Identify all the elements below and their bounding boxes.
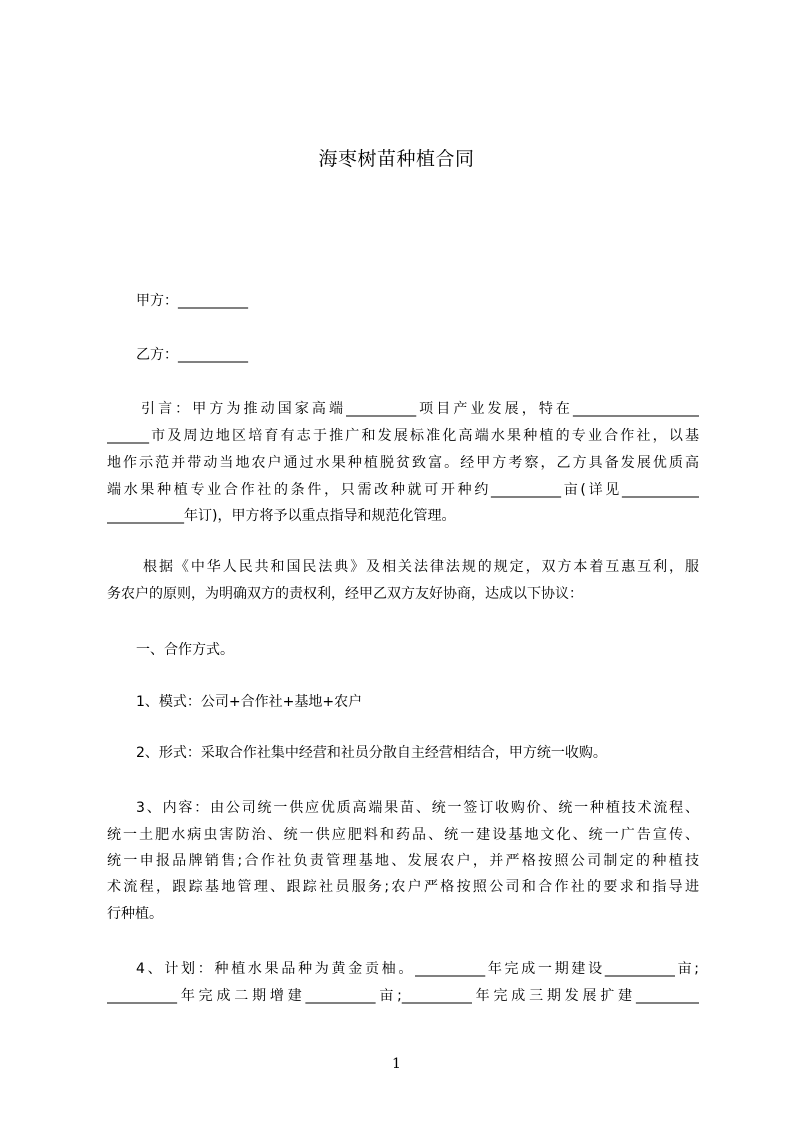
clause-item-line: 行种植。: [107, 906, 163, 922]
clause-item-line: 统一申报品牌销售;合作社负责管理基地、发展农户，并严格按照公司制定的种植技: [107, 853, 699, 869]
party-b-line: 乙方：__________: [136, 347, 248, 363]
clause-item-line: 统一土肥水病虫害防治、统一供应肥料和药品、统一建设基地文化、统一广告宣传、: [107, 827, 699, 843]
intro-line: ___________年订)，甲方将予以重点指导和规范化管理。: [107, 508, 456, 524]
party-a-line: 甲方：__________: [136, 293, 248, 309]
intro-line: ______市及周边地区培育有志于推广和发展标准化高端水果种植的专业合作社，以基: [107, 428, 699, 444]
page-number: 1: [392, 1056, 401, 1072]
clause-item: 1、模式：公司+合作社+基地+农户: [136, 694, 363, 710]
intro-line: 引言：甲方为推动国家高端__________项目产业发展，特在__________________: [141, 401, 699, 417]
document-title: 海枣树苗种植合同: [318, 148, 475, 170]
section-heading: 一、合作方式。: [136, 642, 234, 658]
clause-item-line: 术流程，跟踪基地管理、跟踪社员服务;农户严格按照公司和合作社的要求和指导进: [107, 879, 699, 895]
clause-item-line: __________年完成二期增建__________亩;__________年完成三期发展扩建_________: [107, 988, 699, 1004]
intro-line: 端水果种植专业合作社的条件，只需改种就可开种约__________亩(详见___________: [107, 482, 699, 498]
basis-line: 根据《中华人民共和国民法典》及相关法律法规的规定，双方本着互惠互利，服: [143, 559, 699, 575]
intro-line: 地作示范并带动当地农户通过水果种植脱贫致富。经甲方考察，乙方具备发展优质高: [107, 455, 699, 471]
basis-line: 务农户的原则，为明确双方的责权利，经甲乙双方友好协商，达成以下协议：: [107, 586, 583, 602]
clause-item-line: 3、内容：由公司统一供应优质高端果苗、统一签订收购价、统一种植技术流程、: [136, 800, 699, 816]
clause-item-line: 4、计划：种植水果品种为黄金贡柚。__________年完成一期建设__________亩;: [136, 961, 699, 977]
clause-item: 2、形式：采取合作社集中经营和社员分散自主经营相结合，甲方统一收购。: [136, 745, 607, 761]
